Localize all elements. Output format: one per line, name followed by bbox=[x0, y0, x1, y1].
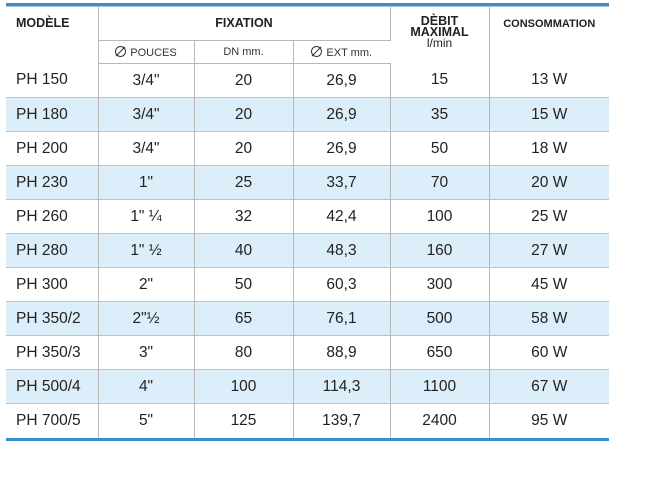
debit-cell: 50 bbox=[390, 132, 489, 166]
diameter-symbol-icon bbox=[115, 46, 126, 57]
pouces-cell: 3/4" bbox=[98, 132, 194, 166]
subheader-ext bbox=[293, 41, 390, 64]
ext-cell: 26,9 bbox=[293, 132, 390, 166]
debit-cell: 1100 bbox=[390, 370, 489, 404]
debit-cell: 35 bbox=[390, 98, 489, 132]
model-cell: PH 350/2 bbox=[6, 302, 98, 336]
dn-cell: 100 bbox=[194, 370, 293, 404]
debit-cell: 500 bbox=[390, 302, 489, 336]
dn-cell: 25 bbox=[194, 166, 293, 200]
subheader-pouces-label: POUCES bbox=[130, 46, 177, 59]
table-row bbox=[6, 132, 609, 166]
ext-cell: 48,3 bbox=[293, 234, 390, 268]
debit-cell: 650 bbox=[390, 336, 489, 370]
pouces-cell: 3" bbox=[98, 336, 194, 370]
table-row bbox=[6, 268, 609, 302]
dn-cell: 20 bbox=[194, 132, 293, 166]
model-cell: PH 300 bbox=[6, 268, 98, 302]
table-row bbox=[6, 302, 609, 336]
dn-cell: 65 bbox=[194, 302, 293, 336]
dn-cell: 20 bbox=[194, 98, 293, 132]
model-cell: PH 260 bbox=[6, 200, 98, 234]
ext-cell: 33,7 bbox=[293, 166, 390, 200]
dn-cell: 20 bbox=[194, 64, 293, 98]
table-row bbox=[6, 336, 609, 370]
dn-cell: 40 bbox=[194, 234, 293, 268]
table-row bbox=[6, 98, 609, 132]
header-model: MODÈLE bbox=[6, 7, 98, 64]
subheader-dn: DN mm. bbox=[194, 41, 293, 64]
product-spec-table bbox=[6, 3, 609, 441]
pouces-cell: 5" bbox=[98, 404, 194, 440]
subheader-pouces bbox=[98, 41, 194, 64]
header-consommation: CONSOMMATION bbox=[503, 18, 596, 30]
pouces-cell: 3/4" bbox=[98, 64, 194, 98]
pouces-cell: 4" bbox=[98, 370, 194, 404]
model-cell: PH 230 bbox=[6, 166, 98, 200]
debit-cell: 160 bbox=[390, 234, 489, 268]
ext-cell: 42,4 bbox=[293, 200, 390, 234]
diameter-symbol-icon bbox=[311, 46, 322, 57]
table-row bbox=[6, 64, 609, 98]
ext-cell: 26,9 bbox=[293, 98, 390, 132]
consommation-cell: 95 W bbox=[489, 404, 609, 440]
pouces-cell: 1" bbox=[98, 166, 194, 200]
model-cell: PH 500/4 bbox=[6, 370, 98, 404]
model-cell: PH 350/3 bbox=[6, 336, 98, 370]
consommation-cell: 45 W bbox=[489, 268, 609, 302]
dn-cell: 32 bbox=[194, 200, 293, 234]
consommation-cell: 20 W bbox=[489, 166, 609, 200]
consommation-cell: 67 W bbox=[489, 370, 609, 404]
subheader-ext-label: EXT mm. bbox=[326, 46, 373, 59]
consommation-cell: 58 W bbox=[489, 302, 609, 336]
consommation-cell: 18 W bbox=[489, 132, 609, 166]
ext-cell: 60,3 bbox=[293, 268, 390, 302]
model-cell: PH 280 bbox=[6, 234, 98, 268]
header-debit-unit: l/min bbox=[426, 36, 453, 50]
header-debit-line1: DÈBIT bbox=[420, 14, 459, 28]
debit-cell: 2400 bbox=[390, 404, 489, 440]
consommation-cell: 25 W bbox=[489, 200, 609, 234]
table-row bbox=[6, 370, 609, 404]
debit-cell: 300 bbox=[390, 268, 489, 302]
pouces-cell: 2" bbox=[98, 268, 194, 302]
model-cell: PH 200 bbox=[6, 132, 98, 166]
header-fixation: FIXATION bbox=[98, 7, 390, 41]
ext-cell: 114,3 bbox=[293, 370, 390, 404]
debit-cell: 100 bbox=[390, 200, 489, 234]
dn-cell: 50 bbox=[194, 268, 293, 302]
model-cell: PH 150 bbox=[6, 64, 98, 98]
table-row bbox=[6, 200, 609, 234]
product-spec-table-container bbox=[6, 3, 609, 441]
pouces-cell: 2"½ bbox=[98, 302, 194, 336]
ext-cell: 76,1 bbox=[293, 302, 390, 336]
consommation-cell: 27 W bbox=[489, 234, 609, 268]
header-row bbox=[6, 7, 609, 41]
pouces-cell: 3/4" bbox=[98, 98, 194, 132]
consommation-cell: 15 W bbox=[489, 98, 609, 132]
ext-cell: 26,9 bbox=[293, 64, 390, 98]
table-row bbox=[6, 166, 609, 200]
pouces-cell: 1" ½ bbox=[98, 234, 194, 268]
header-debit-line2: MAXIMAL bbox=[410, 25, 469, 39]
model-cell: PH 180 bbox=[6, 98, 98, 132]
table-row bbox=[6, 234, 609, 268]
table-body bbox=[6, 64, 609, 440]
pouces-cell: 1" ¼ bbox=[98, 200, 194, 234]
dn-cell: 125 bbox=[194, 404, 293, 440]
debit-cell: 15 bbox=[390, 64, 489, 98]
ext-cell: 88,9 bbox=[293, 336, 390, 370]
ext-cell: 139,7 bbox=[293, 404, 390, 440]
debit-cell: 70 bbox=[390, 166, 489, 200]
dn-cell: 80 bbox=[194, 336, 293, 370]
consommation-cell: 13 W bbox=[489, 64, 609, 98]
table-row bbox=[6, 404, 609, 440]
consommation-cell: 60 W bbox=[489, 336, 609, 370]
header-debit bbox=[390, 7, 489, 64]
model-cell: PH 700/5 bbox=[6, 404, 98, 440]
